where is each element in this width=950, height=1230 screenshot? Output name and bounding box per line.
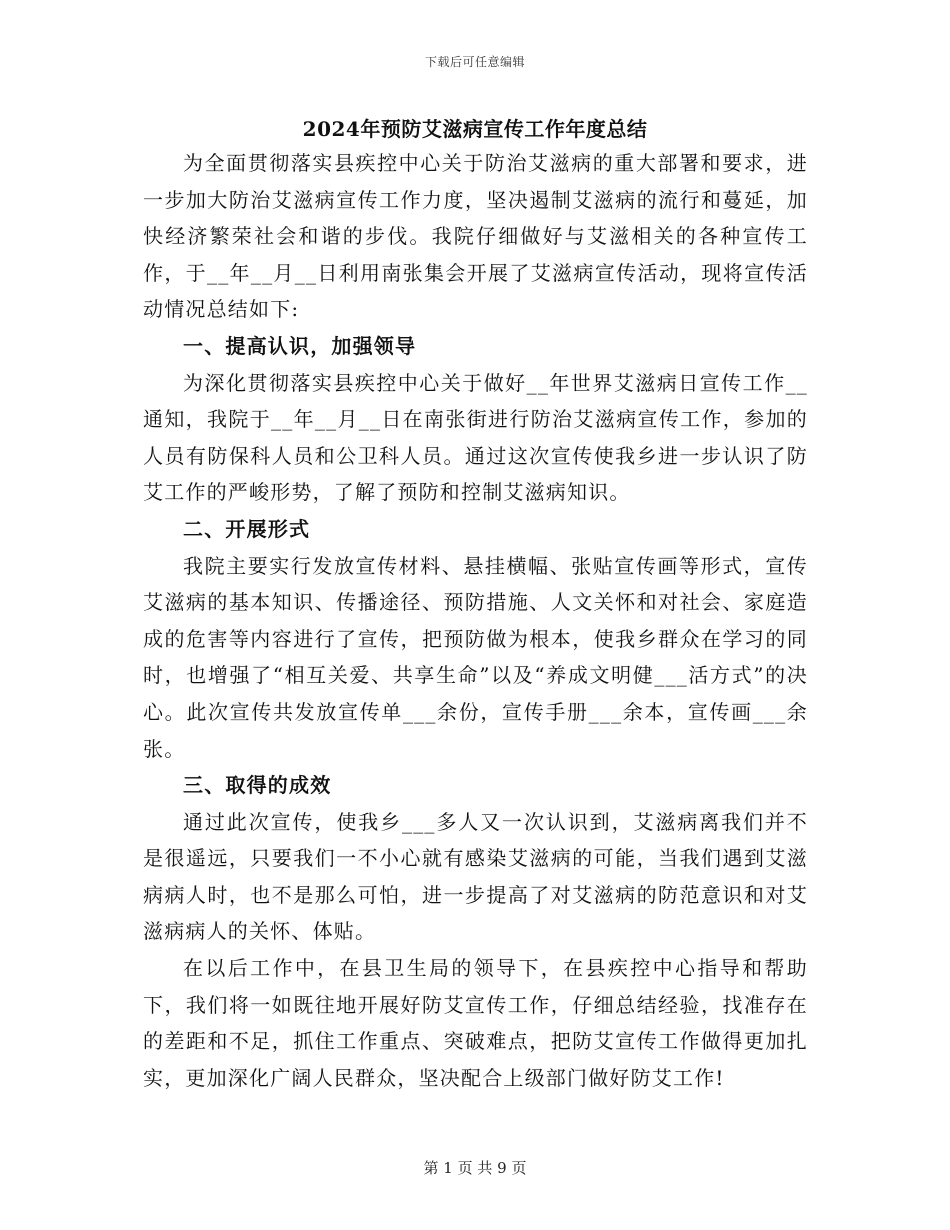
document-body [143, 145, 808, 1096]
page-number-footer: 第 1 页 共 9 页 [423, 1159, 527, 1177]
header-note: 下载后可任意编辑 [424, 55, 525, 69]
section-heading-2: 二、开展形式 [183, 516, 311, 541]
intro-paragraph: 为全面贯彻落实县疾控中心关于防治艾滋病的重大部署和要求，进一步加大防治艾滋病宣传工作力度，坚决遏制艾滋病的流行和蔓延，加快经济繁荣社会和谐的步伐。我院仔细做好与艾滋相关的各种宣传工作，于__年__月__日利用南张集会开展了艾滋病宣传活动，现将宣传活动情况总结如下: [143, 151, 808, 322]
section-3-paragraph-1: 通过此次宣传，使我乡___多人又一次认识到，艾滋病离我们并不是很遥远，只要我们一不小心就有感染艾滋病的可能，当我们遇到艾滋病病人时，也不是那么可怕，进一步提高了对艾滋病的防范意识和对艾滋病病人的关怀、体贴。 [143, 809, 808, 944]
section-heading-1: 一、提高认识，加强领导 [183, 333, 417, 358]
section-heading-3: 三、取得的成效 [183, 773, 332, 798]
document-title: 2024年预防艾滋病宣传工作年度总结 [302, 117, 648, 141]
section-3-paragraph-2: 在以后工作中，在县卫生局的领导下，在县疾控中心指导和帮助下，我们将一如既往地开展好防艾宣传工作，仔细总结经验，找准存在的差距和不足，抓住工作重点、突破难点，把防艾宣传工作做得更加扎实，更加深化广阔人民群众，坚决配合上级部门做好防艾工作! [143, 956, 808, 1090]
section-2-paragraph-1: 我院主要实行发放宣传材料、悬挂横幅、张贴宣传画等形式，宣传艾滋病的基本知识、传播途径、预防措施、人文关怀和对社会、家庭造成的危害等内容进行了宣传，把预防做为根本，使我乡群众在学习的同时，也增强了“相互关爱、共享生命”以及“养成文明健___活方式”的决心。此次宣传共发放宣传单___余份，宣传手册___余本，宣传画___余张。 [143, 553, 808, 761]
section-1-paragraph-1: 为深化贯彻落实县疾控中心关于做好__年世界艾滋病日宣传工作__通知，我院于__年__月__日在南张街进行防治艾滋病宣传工作，参加的人员有防保科人员和公卫科人员。通过这次宣传使我乡进一步认识了防艾工作的严峻形势，了解了预防和控制艾滋病知识。 [143, 370, 808, 505]
